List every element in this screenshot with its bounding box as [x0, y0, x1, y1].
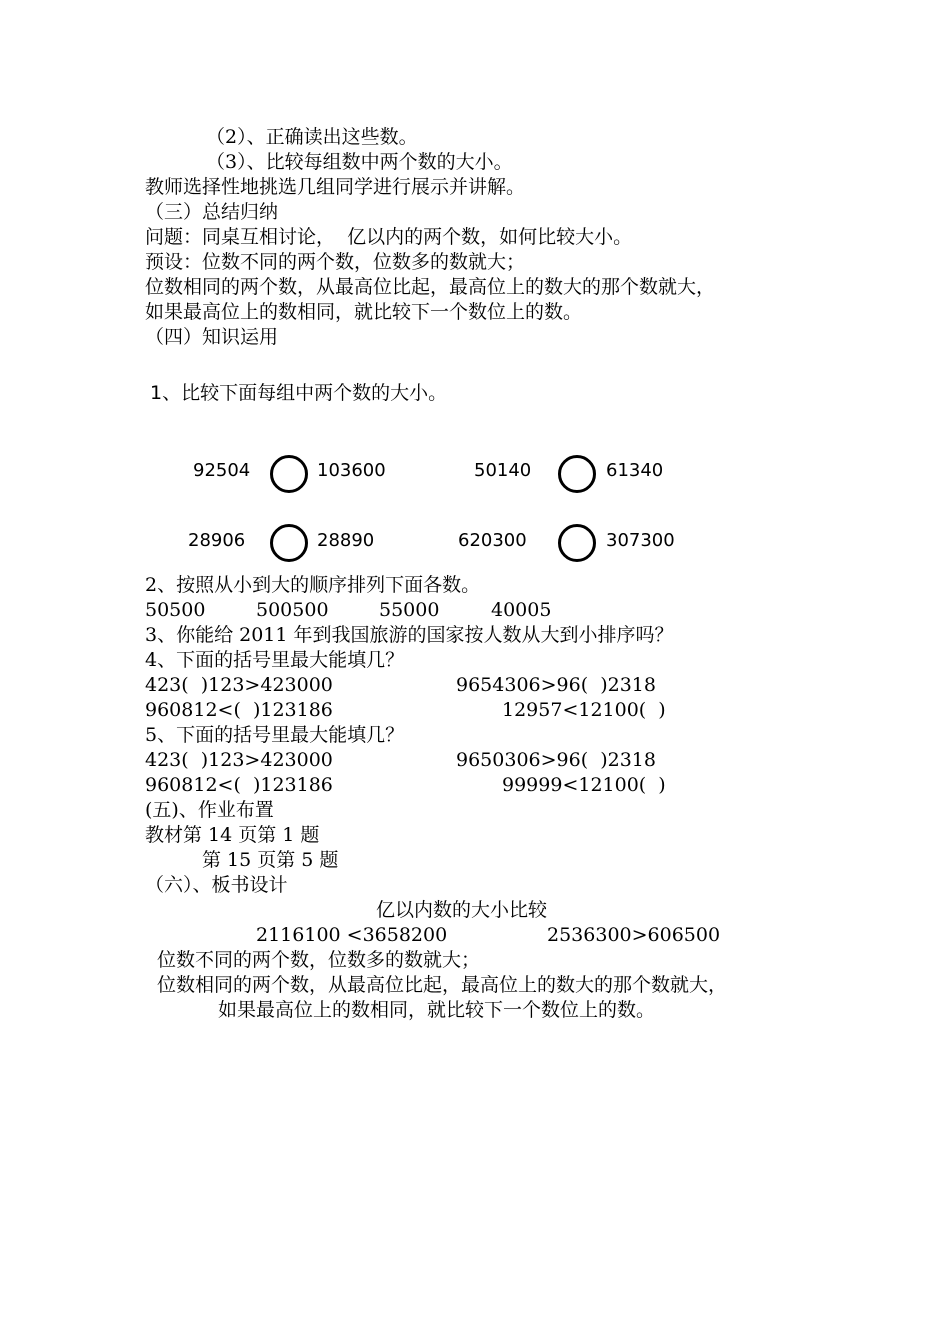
section-board-heading: （六）、板书设计: [145, 874, 288, 896]
sort-number: 40005: [491, 599, 552, 621]
homework-item: 第 15 页第 5 题: [202, 849, 339, 871]
board-rule-3: 如果最高位上的数相同，就比较下一个数位上的数。: [218, 999, 656, 1021]
fill-blank-item: 99999<12100( ): [502, 774, 666, 796]
fill-blank-item: 423( )123>423000: [145, 749, 333, 771]
board-example: 2536300>606500: [547, 924, 721, 946]
rule-line-1: 位数相同的两个数，从最高位比起，最高位上的数大的那个数就大，: [145, 276, 716, 298]
step-compare-numbers: （3）、比较每组数中两个数的大小。: [206, 151, 513, 173]
step-read-numbers: （2）、正确读出这些数。: [206, 126, 418, 148]
compare-circle[interactable]: [270, 524, 308, 562]
exercise-2-title: 2、按照从小到大的顺序排列下面各数。: [145, 574, 481, 596]
section-summary-heading: （三）总结归纳: [145, 201, 279, 223]
exercise-4-title: 4、下面的括号里最大能填几？: [145, 649, 405, 671]
section-homework-heading: (五)、作业布置: [145, 799, 274, 821]
fill-blank-item: 9654306>96( )2318: [456, 674, 656, 696]
compare-circle[interactable]: [270, 455, 308, 493]
preset-line: 预设：位数不同的两个数，位数多的数就大；: [145, 251, 526, 273]
compare-number: 103600: [317, 460, 386, 481]
question-line: 问题：同桌互相讨论， 亿以内的两个数，如何比较大小。: [145, 226, 633, 248]
sort-number: 55000: [379, 599, 440, 621]
compare-number: 28906: [188, 530, 246, 551]
teacher-note: 教师选择性地挑选几组同学进行展示并讲解。: [145, 176, 526, 198]
fill-blank-item: 9650306>96( )2318: [456, 749, 656, 771]
compare-number: 307300: [606, 530, 675, 551]
board-rule-2: 位数相同的两个数，从最高位比起，最高位上的数大的那个数就大，: [157, 974, 728, 996]
exercise-3-title: 3、你能给 2011 年到我国旅游的国家按人数从大到小排序吗？: [145, 624, 674, 646]
compare-number: 28890: [317, 530, 375, 551]
compare-number: 61340: [606, 460, 664, 481]
compare-circle[interactable]: [558, 524, 596, 562]
sort-number: 50500: [145, 599, 206, 621]
board-example: 2116100 <3658200: [256, 924, 448, 946]
fill-blank-item: 960812<( )123186: [145, 774, 333, 796]
fill-blank-item: 12957<12100( ): [502, 699, 666, 721]
homework-item: 教材第 14 页第 1 题: [145, 824, 320, 846]
rule-line-2: 如果最高位上的数相同，就比较下一个数位上的数。: [145, 301, 583, 323]
compare-number: 620300: [458, 530, 527, 551]
board-rule-1: 位数不同的两个数，位数多的数就大；: [157, 949, 481, 971]
compare-number: 92504: [193, 460, 251, 481]
sort-number: 500500: [256, 599, 329, 621]
compare-circle[interactable]: [558, 455, 596, 493]
fill-blank-item: 423( )123>423000: [145, 674, 333, 696]
exercise-1-title: 1、比较下面每组中两个数的大小。: [150, 382, 448, 404]
board-title: 亿以内数的大小比较: [376, 899, 548, 921]
section-application-heading: （四）知识运用: [145, 326, 279, 348]
fill-blank-item: 960812<( )123186: [145, 699, 333, 721]
exercise-5-title: 5、下面的括号里最大能填几？: [145, 724, 405, 746]
compare-number: 50140: [474, 460, 532, 481]
